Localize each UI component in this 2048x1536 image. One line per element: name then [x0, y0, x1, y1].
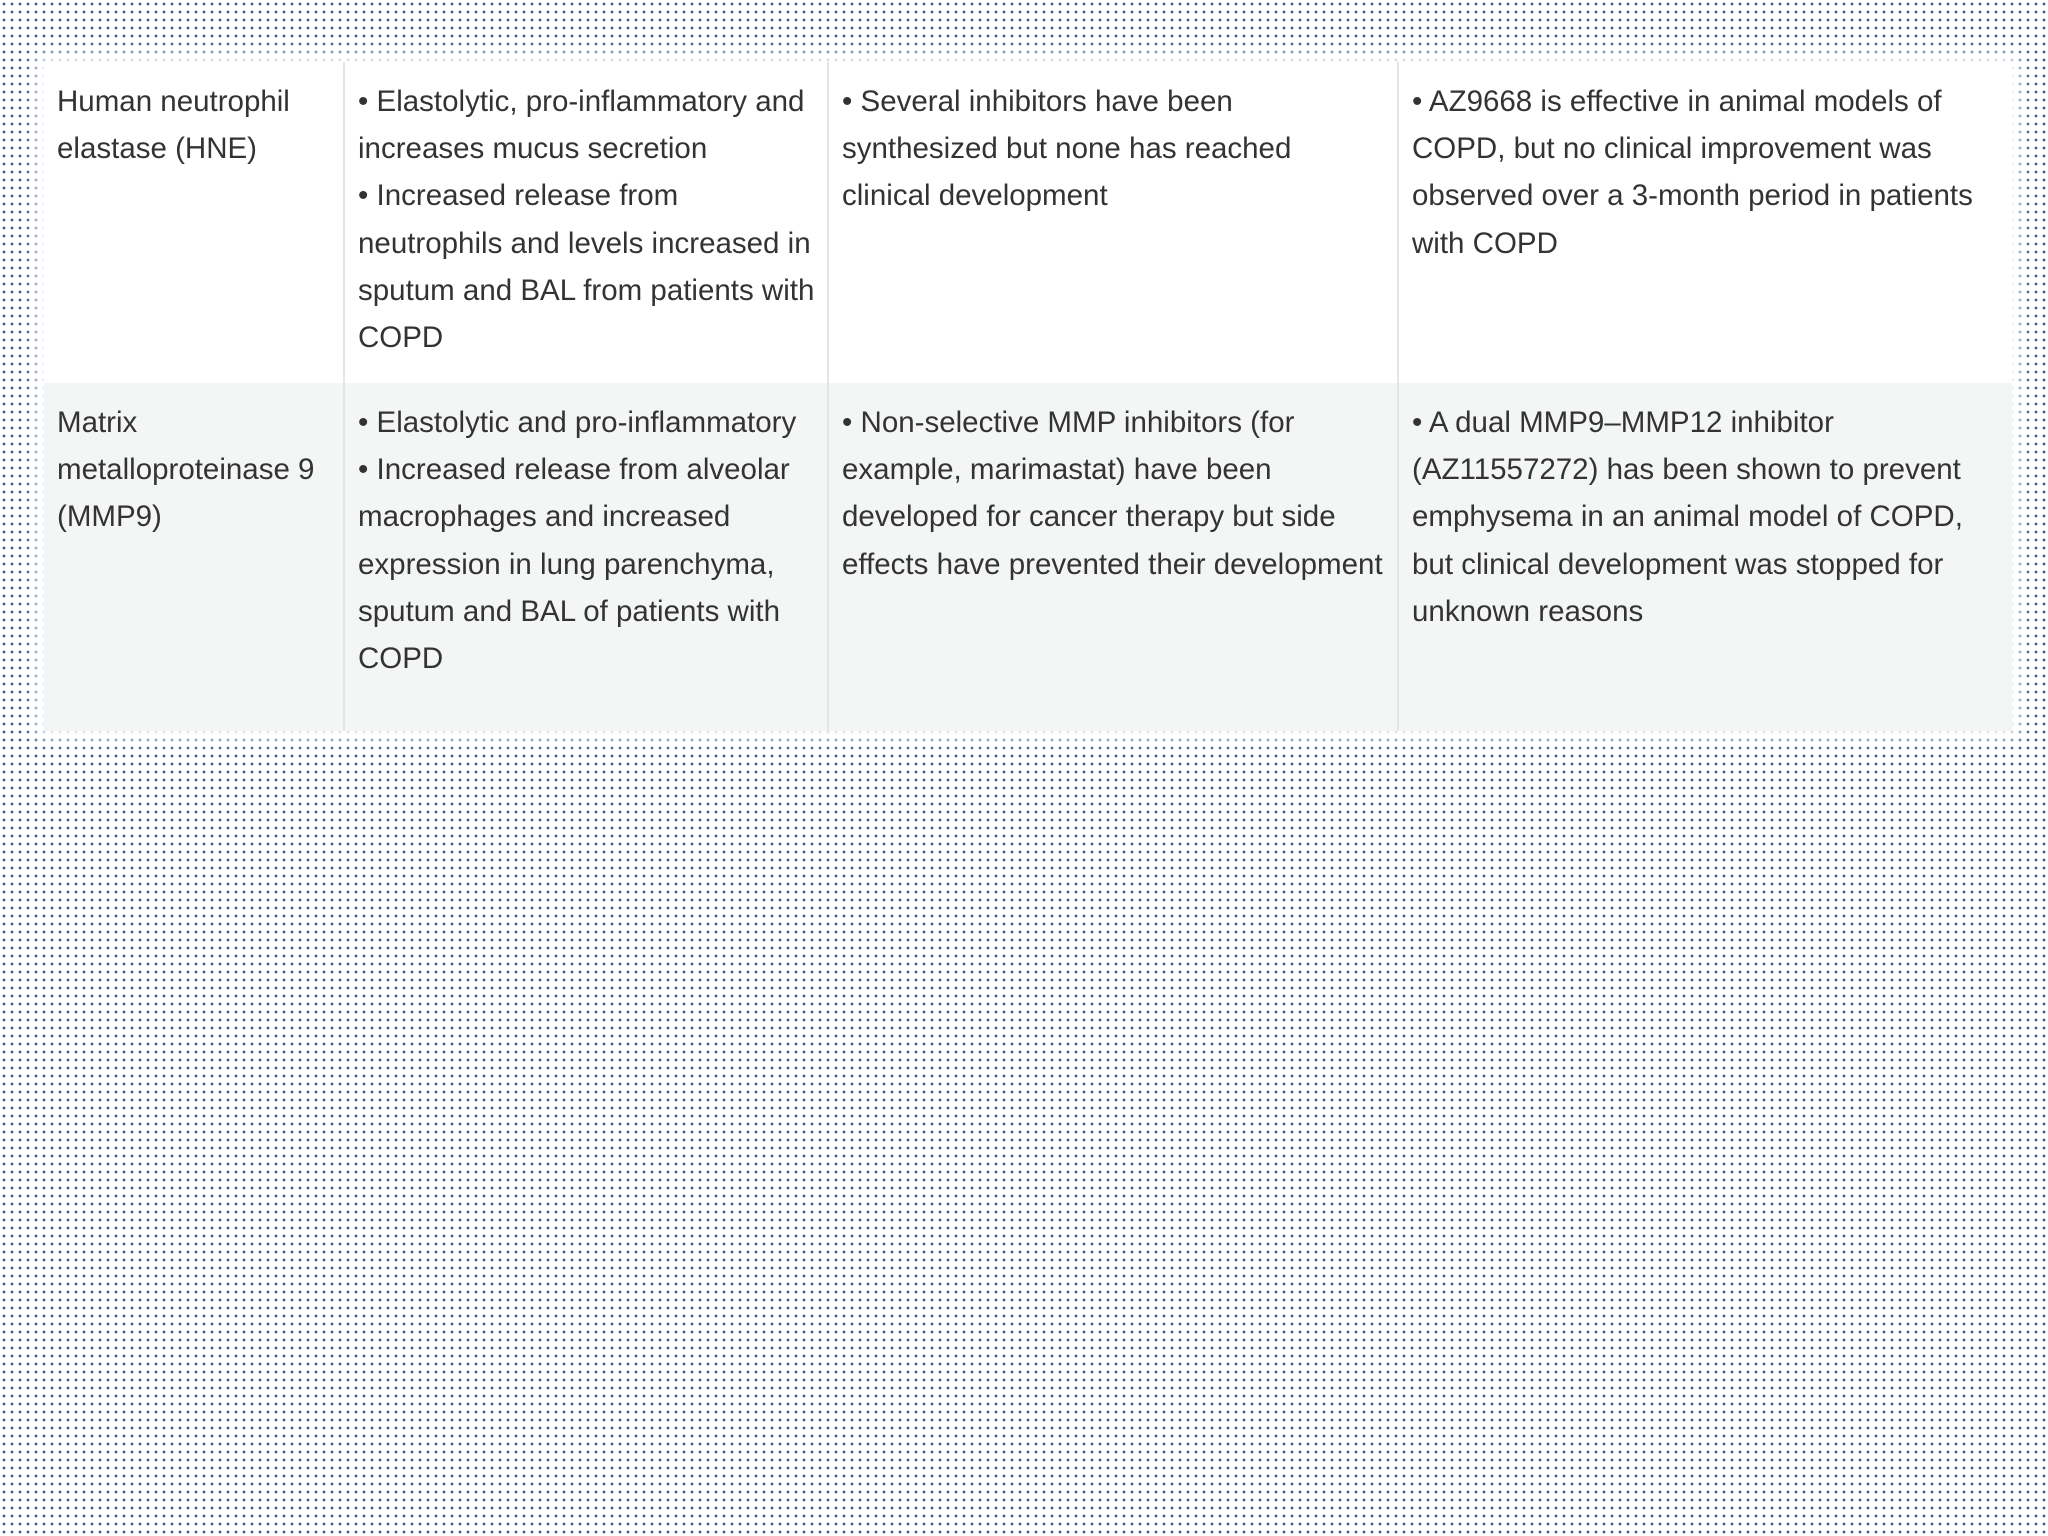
- target-text: Matrix metalloproteinase 9 (MMP9): [57, 406, 315, 534]
- clinical-evidence-text: • A dual MMP9–MMP12 inhibitor (AZ11557272) has been shown to prevent emphysema in an animal model of COPD, but clinical development was stopped for unknown reasons: [1412, 406, 1963, 628]
- target-cell: [44, 383, 344, 731]
- inhibitor-status-text: • Non-selective MMP inhibitors (for example, marimastat) have been developed for cancer therapy but side effects have prevented their development: [842, 406, 1383, 581]
- mechanism-cell: [344, 383, 828, 731]
- clinical-evidence-cell: [1398, 383, 2012, 731]
- mechanism-cell: [344, 62, 828, 383]
- inhibitor-status-cell: [828, 383, 1398, 731]
- mechanism-text: • Elastolytic, pro-inflammatory and increases mucus secretion • Increased release from neutrophils and levels increased in sputum and BAL from patients with COPD: [358, 85, 815, 355]
- clinical-evidence-cell: [1398, 62, 2012, 383]
- mechanism-text: • Elastolytic and pro-inflammatory • Increased release from alveolar macrophages and increased expression in lung parenchyma, sputum and BAL of patients with COPD: [358, 406, 797, 676]
- inhibitor-status-text: • Several inhibitors have been synthesized but none has reached clinical development: [842, 85, 1292, 213]
- table-row: [44, 383, 2012, 731]
- data-table: [44, 62, 2012, 731]
- target-cell: [44, 62, 344, 383]
- table-row: [44, 62, 2012, 383]
- inhibitor-status-cell: [828, 62, 1398, 383]
- table-container: [44, 62, 2012, 731]
- target-text: Human neutrophil elastase (HNE): [57, 85, 290, 166]
- clinical-evidence-text: • AZ9668 is effective in animal models of COPD, but no clinical improvement was observed over a 3-month period in patients with COPD: [1412, 85, 1973, 260]
